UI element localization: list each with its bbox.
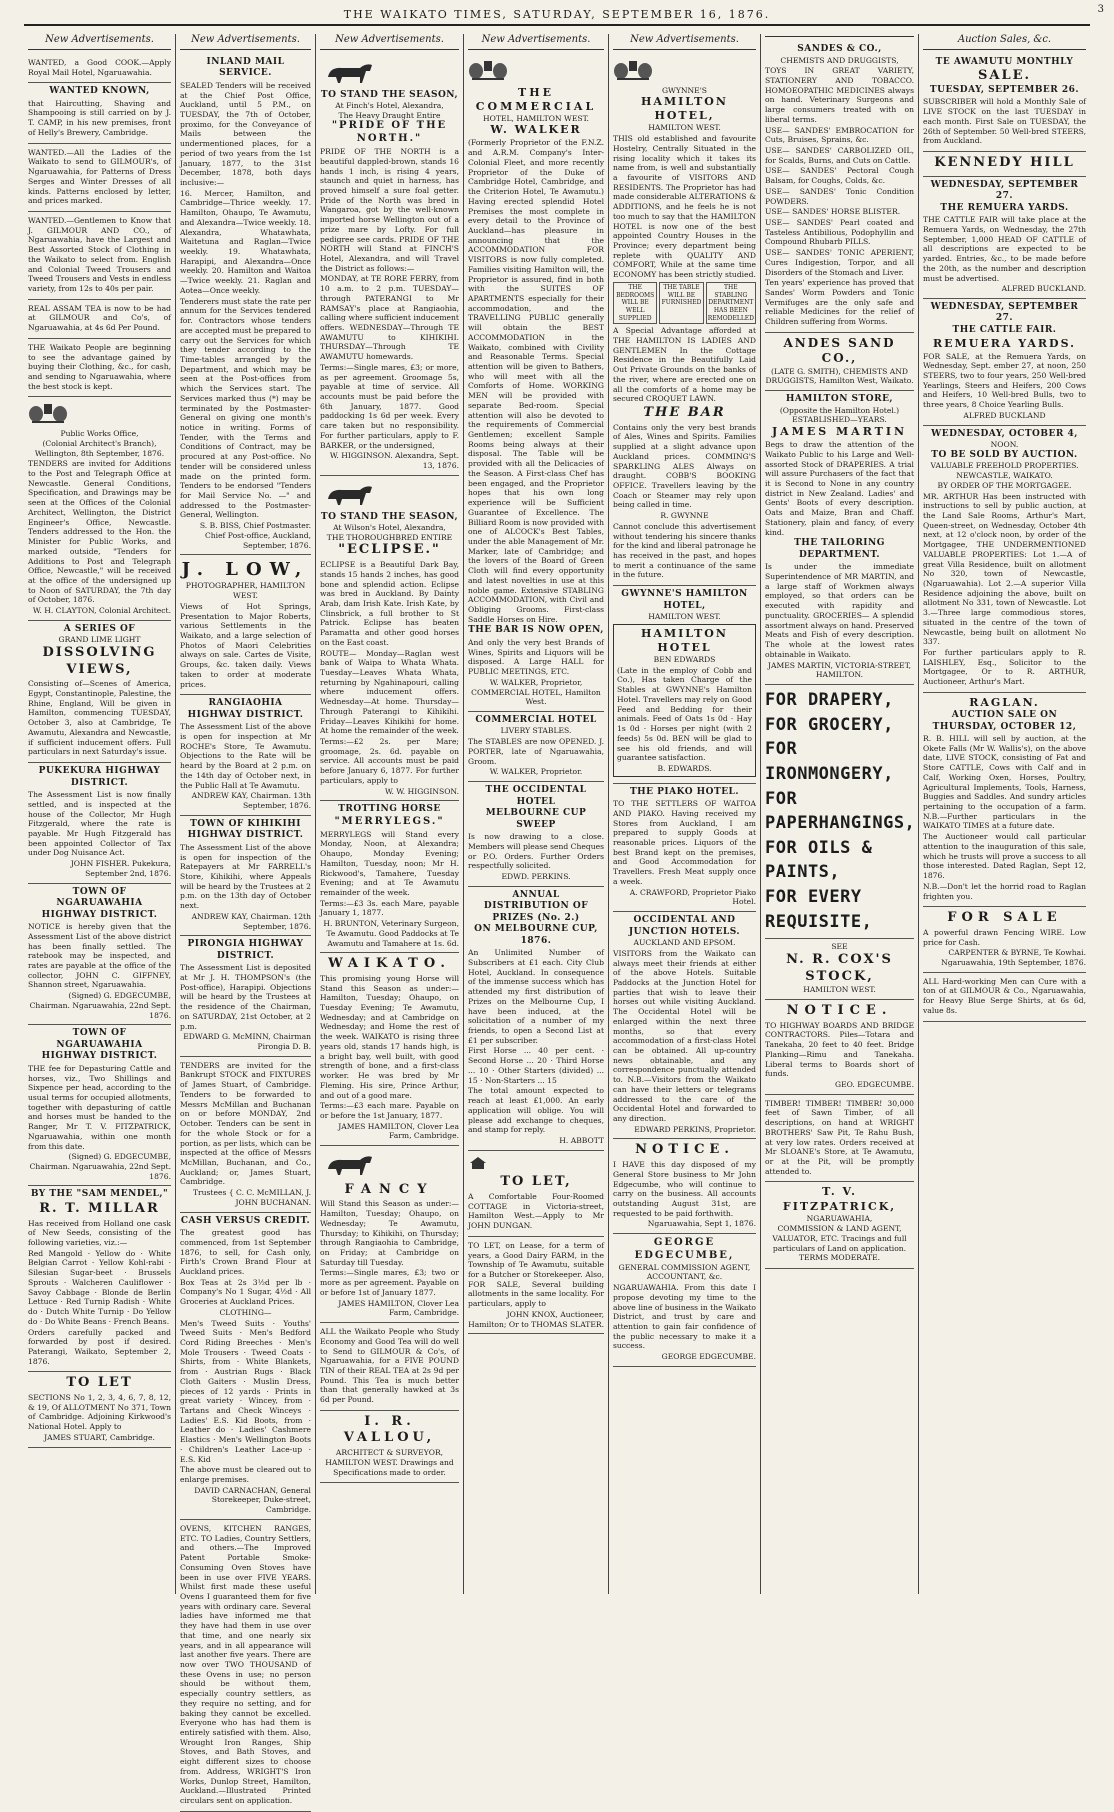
column-2 (176, 34, 316, 1806)
ad-title: "ECLIPSE." (338, 542, 441, 558)
ad-title: FOR SALE (947, 910, 1062, 926)
ad-gilmour-tea (320, 1323, 459, 1411)
ad-text: WANTED.—All the Ladies of the Waikato to send to GILMOUR's, of Ngaruawahia, for Patterns of Dress Serges and Winter Dresses of all kinds. Patterns enclosed by letter, and prices marked. (28, 147, 171, 206)
ad-signature: R. GWYNNE (660, 511, 709, 521)
grid-cell: THE BEDROOMS WILL BE WELL SUPPLIED (613, 282, 657, 324)
ad-text: THE CATTLE FAIR will take place at the Remuera Yards, on Wednesday, the 27th September, 1,000 HEAD OF CATTLE of all descriptions are expected to be yarded. Entries, &c., to be made before the 20th, as the number and description must be advertised. (923, 215, 1086, 283)
ad-text: SEALED Tenders will be received at the Chief Post Office, Auckland, until 5 P.M., on TUESDAY, the 7th of October, proximo, for the Conveyance of Mails between the undermentioned places, for a period of two years from the 1st January, 1877, to the 31st December, 1878, both days inclusive:— (180, 80, 311, 188)
ad-title: NOTICE. (635, 1142, 734, 1158)
ad-subheading: (Colonial Architect's Branch), Wellington, 8th September, 1876. (34, 438, 165, 458)
ad-signature: EDWARD PERKINS, Proprietor. (634, 1124, 756, 1134)
ad-subheading: MELBOURNE CUP SWEEP (485, 808, 587, 830)
ad-gwynnes-repeat (613, 586, 756, 784)
ad-signature: B. EDWARDS. (657, 763, 712, 773)
ad-melbourne-cup-sweep (468, 782, 604, 887)
ad-signature: W. WALKER, Proprietor, COMMERCIAL HOTEL, Hamilton West. (471, 677, 601, 707)
ad-text: SUBSCRIBER will hold a Monthly Sale of LIVE STOCK on the last TUESDAY in each month. First Sale on TUESDAY, the 26th of September. 50 Well-bred STEERS, from Auckland. (923, 97, 1086, 146)
ad-title: GEORGE EDGECUMBE, (634, 1237, 735, 1261)
ad-heading: PUKEKURA HIGHWAY DISTRICT. (38, 766, 161, 788)
ad-subheading: HAMILTON WEST. (648, 612, 721, 622)
ad-text: This promising young Horse will Stand this Season as under:—Hamilton, Tuesday; Ohaupo, on Tuesday Evening; Te Awamutu, Wednesday; and at Cambridge on Wednesday; and Home the rest of the week. WAIKATO is rising three years old, stands 17 hands high, is a bright bay, well built, with good strength of bone, and a first-class worker. He was bred by Mr Fleming. His sire, Prince Arthur, and out of a good mare. (320, 973, 459, 1100)
ad-title: NOTICE. (786, 1003, 893, 1019)
ad-text: An Unlimited Number of Subscribers at £1 each. City Club Hotel, Auckland. In consequence of the immense success which has attended my first distribution of Prizes on the Melbourne Cup, I have been induced, at the solicitation of a number of my friends, to open a Second List at £1 per subscriber. (468, 948, 604, 1045)
ad-heading: THE TAILORING DEPARTMENT. (794, 538, 885, 560)
ad-title: SALE. (977, 68, 1032, 84)
ad-gentlemen-gilmour (28, 212, 171, 300)
ad-subheading: GENERAL COMMISSION AGENT, ACCOUNTANT, &c. (618, 1262, 751, 1282)
ad-text: Ten years' experience has proved that Sandes' Worm Powders and Tonic Vermifuges are the only safe and reliable Medicines for the relief of Children suffering from Worms. (765, 278, 914, 327)
ad-title: DISSOLVING VIEWS, (42, 645, 157, 677)
ad-ladies-gilmour (28, 144, 171, 212)
ad-text: Begs to draw the attention of the Waikato Public to his Large and Well-assorted Stock of DRAPERIES. A trial will assure Purchasers of the fact that it is Second to None in any country district in New Zealand. Ladies' and Gents' Boots of every description. Oats and Maize, Bran and Chaff. Stationery, plain and fancy, of every kind. (765, 440, 914, 537)
ad-heading: TE AWAMUTU MONTHLY (935, 56, 1074, 67)
ad-j-low-photographer (180, 555, 311, 695)
ad-rangiaohia (180, 695, 311, 816)
ad-public-works (28, 397, 171, 620)
ad-terms: Terms:—Single mares, £3; two or more as per agreement. Payable on or before 1st of January 1877. (320, 1268, 459, 1297)
ad-subheading: PHOTOGRAPHER, HAMILTON WEST. (185, 581, 306, 601)
ad-terms: Terms:—£3 each mare. Payable on or before the 1st January, 1877. (320, 1101, 459, 1120)
ad-title: KENNEDY HILL (934, 155, 1075, 171)
ad-signature: GEORGE EDGECUMBE. (661, 1352, 756, 1362)
ad-freehold-properties (923, 426, 1086, 693)
page-number: 3 (1097, 4, 1104, 15)
ad-signature: W. WALKER, Proprietor. (489, 767, 583, 777)
ad-heading: GWYNNE'S HAMILTON HOTEL, (621, 589, 748, 611)
ad-heading: TOWN OF NGARUAWAHIA HIGHWAY DISTRICT. (41, 886, 158, 920)
ad-annual-distribution (468, 887, 604, 1151)
ad-haircutting (28, 83, 171, 143)
ad-text: THE fee for Depasturing Cattle and horses, viz., Two Shillings and Sixpence per head, according to the usual terms for occupied allotments, together with depasturing of cattle and horses must be handed to the Ranger, Mr T. V. FITZPATRICK, Ngaruawahia, within one month from this date. (28, 1063, 171, 1151)
ad-to-let-farm (468, 1237, 604, 1334)
ad-text: The greatest good has commenced, from 1st September 1876, to sell, for Cash only, Firth's Crown Brand Flour at Auckland prices. (180, 1228, 311, 1276)
ad-text: The STABLES are now OPENED. J. PORTER, late of Ngaruawahia, Groom. (468, 737, 604, 766)
ad-signature: H. ABBOTT (559, 1135, 604, 1145)
ad-eclipse (320, 476, 459, 802)
ad-assam-tea (28, 300, 171, 339)
ad-text: Cannot conclude this advertisement without tendering his sincere thanks for the kind and liberal patronage he has received in the past, and hopes to merit a continuance of the same in the future. (613, 521, 756, 580)
ad-kennedy-hill (923, 152, 1086, 177)
column-5 (609, 34, 761, 1594)
mail-routes: 16. Mercer, Hamilton, and Cambridge—Thrice weekly. 17. Hamilton, Ohaupo, Te Awamutu, and Alexandra—Twice weekly. 18. Alexandra, Whatawhata, Waitetuna and Raglan—Twice weekly. 19. Whatawhata, Harapipi, and Alexandra—Once weekly. 20. Hamilton and Waitoa—Twice weekly. 21. Raglan and Aotea—Once weekly. (180, 188, 311, 295)
ad-signature: JOHN KNOX, Auctioneer, Hamilton; Or to THOMAS SLATER. (468, 1309, 604, 1329)
ad-text: MERRYLEGS will Stand every Monday, Noon, at Alexandra; Ohaupo, Monday Evening; Hamilton, Tuesday, noon; Mr H. Rickwood's, Tamahere, Tuesday Evening; and at Te Awamutu remainder of the week. (320, 829, 459, 897)
ad-text: Tenderers must state the rate per annum for the Services tendered for. Contractors whose tenders are accepted must be prepared to carry out the Services for which they tender according to the Time-tables arranged by the Department, and which may be seen at the Post-offices from which the Services start. The Services marked thus (*) may be terminated by the Postmaster-General on giving one month's notice in writing. Forms of Tender, with the Terms and Conditions of Contract, may be procured at any Post-office. No tender will be considered unless made on the printed form. Tenders to be endorsed "Tenders for Mail Service No. —" and addressed to the Postmaster-General, Wellington. (180, 296, 311, 520)
clothing-list: Men's Tweed Suits · Youths' Tweed Suits · Men's Bedford Cord Riding Breeches · Men's Mole Trousers · Tweed Coats · Shirts, from · White Blankets, from · Austrian Rugs · Black Cloth Gaiters · Muslin Dress, pieces of 12 yards · Prints in great variety · Wincey, from · Tartans and Check Winceys · Ladies' E.S. Kid Boots, from · Leather do · Ladies' Cashmere Elastics · Men's Wellington Boots · Children's Leather Lace-up · E.S. Kid (180, 1318, 311, 1464)
ad-signature: A. CRAWFORD, Proprietor Piako Hotel. (629, 887, 756, 907)
horse-icon (320, 1151, 380, 1177)
ad-remuera-cattle-fair (923, 177, 1086, 299)
ad-title: "PRIDE OF THE NORTH." (331, 120, 448, 145)
use-item: USE— SANDES' Pearl coated and Tasteless Antibilious, Podophyllin and Compound Rhubarb PILLS. (765, 218, 914, 247)
ad-merrylegs (320, 801, 459, 953)
ad-livery-stables (468, 712, 604, 782)
ad-date: WEDNESDAY, OCTOBER 4, (931, 428, 1078, 439)
ad-heading: Public Works Office, (60, 429, 139, 439)
list-item: FOR OILS & PAINTS, (765, 837, 873, 883)
ad-heading: THE BAR IS NOW OPEN, (468, 625, 604, 636)
column-header: New Advertisements. (28, 34, 171, 50)
ad-text: The Assessment List of the above is open for inspection at Mr ROCHE's Store, Te Awamutu. Objections to the Rate will be heard by the Board at 2 p.m. on the 14th day of October next, in the Public Hall at Te Awamutu. (180, 722, 311, 790)
ad-subheading: NGARUAWAHIA, (806, 1213, 873, 1223)
ad-terms: Terms:—£3 3s. each Mare, payable January 1, 1877. (320, 898, 459, 918)
royal-crest-icon (613, 59, 653, 81)
use-item: USE— SANDES' CARBOLIZED OIL, for Scalds, Burns, and Cuts on Cattle. (765, 145, 914, 165)
ad-raglan-auction (923, 693, 1086, 907)
ad-text: THE Waikato People are beginning to see the advantage gained by buying their Clothing, &c., for cash, and sending to Ngaruawahia, where the best stock is kept. (28, 342, 171, 391)
ad-text: ARCHITECT & SURVEYOR, HAMILTON WEST. Drawings and Specifications made to order. (325, 1448, 454, 1477)
ad-text: MR. ARTHUR Has been instructed with instructions to sell by public auction, at the Land Sale Rooms, Arthur's Mart, Queen-street, on Wednesday, October 4th next, at 12 o'clock noon, by order of the Mortgagee, THE UNDERMENTIONED VALUABLE PROPERTIES: Lot 1.—A of great Villa Residence, built on allotment No 320, town of Newcastle, (Ngaruawahia). Lot 2.—A superior Villa Residence adjoining the above, built on allotment No 331, town of Newcastle. Lot 3.—Three large commodious stores, situated in the centre of the town of Newcastle, being built on allotment No 337. (923, 491, 1086, 647)
ad-text: TOYS IN GREAT VARIETY, STATIONERY AND TOBACCO. HOMOEOPATHIC MEDICINES always on hand. Veterinary Surgeons and large consumers treated with on liberal terms. (765, 66, 914, 124)
house-icon (468, 1156, 488, 1170)
ad-signature: JAMES MARTIN, VICTORIA-STREET, HAMILTON. (767, 660, 912, 680)
ad-text: OVENS, KITCHEN RANGES, ETC. TO Ladies, Country Settlers, and others.—The Improved Patent Portable Smoke-Consuming Oven Stoves have been in use over FIVE YEARS. Whilst first made these useful Ovens I guaranteed them for five years with ordinary care. Several ladies have informed me that they have had them in use over that time, and one nearly six years, and in all appearance will last another five years. There are now over TWO THOUSAND of these Ovens in use; no person should be without them, especially country settlers, as they require no setting, and for baking they cannot be excelled. Everyone who has had them is entirely satisfied with them. Also, Wrought Iron Ranges, Ship Stoves, and Bath Stoves, and eight different sizes to choose from. Address, WRIGHT'S Iron Works, Dunlop Street, Hamilton, Auckland.—Illustrated Printed circulars sent on application. (180, 1523, 311, 1806)
ad-signature: W. H. CLAYTON, Colonial Architect. (32, 606, 171, 616)
list-item: FOR IRONMONGERY, (765, 739, 894, 784)
ad-heading: TO BE SOLD BY AUCTION. (931, 449, 1078, 460)
ad-terms: Terms:—Single mares, £3; or more, as per agreement. Groomage 5s, payable at time of service. All accounts must be paid before the 6th January, 1877. Good paddocking 1s 6d per week. Every care taken but no responsibility. For further particulars, apply to F. BARKER, or the undersigned, (320, 362, 459, 450)
ad-subheading: CLOTHING— (219, 1307, 272, 1317)
ad-text: And only the very best Brands of Wines, Spirits and Liquors will be disposed. A Large HALL for PUBLIC MEETINGS, ETC. (468, 637, 604, 677)
ad-signature: S. B. BISS, Chief Postmaster. Chief Post-office, Auckland, September, 1876. (199, 521, 311, 550)
ad-subheading: At Wilson's Hotel, Alexandra, (333, 523, 446, 533)
ad-heading: HAMILTON STORE, (785, 394, 894, 405)
ad-text: Views of Hot Springs, Presentation to Major Roberts, various Settlements in the Waikato, and a large selection of Photos of Maori Celebrities always on sale. Cartes de Visite, Groups, &c. taken daily. Views taken to order at moderate prices. (180, 601, 311, 689)
ad-signature: JOHN FISHER. Pukekura, September 2nd, 1876. (70, 859, 171, 878)
ad-fancy (320, 1146, 459, 1323)
ad-text: ECLIPSE is a Beautiful Dark Bay, stands 15 hands 2 inches, has good bone and splendid action. Eclipse was bred in Auckland. By Dainty Arab, dam Irish Kate. Irish Kate, by Clinsbrick, a full brother to St Patrick. Eclipse has beaten Paramatta and other good horses on the East coast. (320, 560, 459, 647)
price-list: Box Teas at 2s 3½d per lb · Company's No 1 Sugar, 4½d · All Groceries at Auckland Prices. (180, 1277, 311, 1307)
ad-signature: EDWARD G. McMINN, Chairman Pirongia D. B. (183, 1032, 311, 1052)
ad-title: R. T. MILLAR (39, 1200, 160, 1216)
ad-text: Is now drawing to a close. Members will please send Cheques or P.O. Orders. Further Orders respectfully solicited. (468, 832, 604, 871)
ad-pride-of-the-north (320, 54, 459, 476)
ad-subheading: HOTEL, HAMILTON WEST. (483, 113, 589, 123)
ad-text: (Late in the employ of Cobb and Co.), Has taken Charge of the Stables at GWYNNE's Hamilton Hotel. Travellers may rely on Good Feed and Bedding for their animals. Feed of Oats 1s 0d · Hay 1s 0d · Horses per night (with 2 feeds) 5s 0d. BEN will be glad to see his old friends, and will guarantee satisfaction. (617, 665, 752, 763)
prize-list: First Horse ... 40 per cent. · Second Horse ... 20 · Third Horse ... 10 · Other Starters (divided) ... 15 · Non-Starters ... 15 (468, 1046, 604, 1085)
ad-text: Has received from Holland one cask of New Seeds, consisting of the following varieties, viz.:— (28, 1218, 171, 1248)
ad-text: NOTICE is hereby given that the Assessment List of the above district has been finally settled. The ratebook may be inspected, and rates are payable at the office of the collector, JOHN C. GIFFNEY, Shannon street, Ngaruawahia. (28, 922, 171, 990)
ad-signature: GEO. EDGECUMBE. (835, 1079, 914, 1089)
ad-title: RAGLAN. (969, 695, 1040, 709)
royal-crest-icon (28, 402, 68, 424)
ad-subheading: GRAND LIME LIGHT (58, 635, 141, 645)
ad-title: HAMILTON HOTEL (641, 626, 728, 654)
ad-text: The Auctioneer would call particular attention to the inauguration of this sale, which he trusts will prove a success to all those interested. Dated Raglan, Sept 12, 1876. (923, 832, 1086, 881)
ad-text: FOR SALE, at the Remuera Yards, on Wednesday, Sept. ember 27, at noon, 250 STEERS, two to four years, 250 Well-bred Yearlings, Steers and Heifers, 200 Cows and Heifers, 10 Well-bred Bulls, two to three years, 8 Choice Yearling Bulls. (923, 351, 1086, 410)
ad-signature: W. HIGGINSON. Alexandra, Sept. 13, 1876. (329, 451, 459, 471)
ad-text: I HAVE this day disposed of my General Store business to Mr John Edgecumbe, who will continue to carry on the business. All accounts outstanding August 31st, are requested to be paid forthwith. (613, 1160, 756, 1218)
ad-text: PRIDE OF THE NORTH is a beautiful dappled-brown, stands 16 hands 1 inch, is rising 4 years, staunch and quiet in harness, has proved himself a sure foal getter. Pride of the North was bred in Wangaroa, got by the well-known imported horse Wellington out of a prize mare by Lofty. For full pedigree see cards. PRIDE OF THE NORTH will Stand at FINCH'S Hotel, Alexandra, and will Travel the District as follows:— (320, 147, 459, 273)
ad-subheading: (Opposite the Hamilton Hotel.) ESTABLISHED—YEARS. (779, 405, 900, 425)
ad-subheading: AUCKLAND AND EPSOM. (633, 938, 736, 948)
ad-heading: TO STAND THE SEASON, (320, 89, 459, 100)
ad-andes-sand (765, 333, 914, 391)
ad-name: BEN EDWARDS (653, 655, 716, 665)
column-header: New Advertisements. (613, 34, 756, 50)
ad-cox-stock (765, 939, 914, 1000)
ad-heading: SANDES & CO., (797, 44, 882, 54)
royal-crest-icon (468, 59, 508, 81)
ad-text: VISITORS from the Waikato can always meet their friends at either of the above Hotels. Suitable Paddocks at the Junction Hotel for parties that wish to leave their horses out while visiting Auckland. The Occidental Hotel will be enlarged within the next three months, so that every accommodation of a first-class Hotel can be obtained. All up-country news obtainable, and any correspondence punctually attended to. N.B.—Visitors from the Waikato can have their letters or telegrams addressed to the care of the Occidental Hotel and forwarded to any direction. (613, 948, 756, 1124)
ad-title: "MERRYLEGS." (334, 815, 445, 827)
masthead: THE WAIKATO TIMES, SATURDAY, SEPTEMBER 16, 1876. (24, 8, 1090, 26)
ad-heading: PIRONGIA HIGHWAY DISTRICT. (187, 939, 304, 961)
ad-te-awamutu-sale (923, 54, 1086, 152)
route-list: MONDAY, at TE RORE FERRY, from 10 a.m. to 2 p.m. TUESDAY—through PATERANGI to Mr RAMSAY's place at Rangiaohia, calling where sufficient inducement offers. WEDNESDAY—Through TE AWAMUTU to KIHIKIHI. THURSDAY—Through TE AWAMUTU homewards. (320, 274, 459, 362)
ad-sam-mendel (28, 1186, 171, 1372)
ad-text: The Assessment List of the above is open for inspection of the Ratepayers at Mr FARRELL's Store, Kihikihi, where Appeals will be heard by the Trustees at 2 p.m. on the 13th day of October next. (180, 842, 311, 911)
column-header: New Advertisements. (320, 34, 459, 50)
ad-title: J. LOW, (181, 559, 310, 581)
ad-waikato-horse (320, 953, 459, 1146)
ad-heading: INLAND MAIL SERVICE. (206, 56, 285, 79)
ad-pirongia (180, 936, 311, 1057)
ad-date: AUCTION SALE ON THURSDAY, OCTOBER 12, (932, 709, 1077, 732)
ad-subheading: At Finch's Hotel, Alexandra, (335, 101, 444, 111)
ad-text: The Assessment List is deposited at Mr J. H. THOMPSON's (the Post-office), Harapipi. Objections will be heard by the Trustees at the residence of the Chairman, on SATURDAY, 21st October, at 2 p.m. (180, 963, 311, 1031)
ad-signature: Trustees { C. C. McMILLAN, J. JOHN BUCHANAN. (192, 1188, 311, 1207)
ad-notice-store (613, 1139, 756, 1234)
ad-heading: TO STAND THE SEASON, (320, 511, 459, 522)
ad-date: WEDNESDAY, SEPTEMBER 27. (930, 301, 1079, 324)
ad-subheading: ON MELBOURNE CUP, 1876. (474, 924, 598, 946)
ad-signature: EDWD. PERKINS. (501, 872, 571, 881)
ad-heading: WANTED KNOWN, (49, 86, 150, 97)
ad-text: A Comfortable Four-Roomed COTTAGE in Victoria-street, Hamilton West.—Apply to Mr JOHN DUNGAN. (468, 1192, 604, 1231)
ad-title: WAIKATO. (328, 956, 451, 972)
ad-text: Orders carefully packed and forwarded by post if desired. Paterangi, Waikato, September 2, 1876. (28, 1327, 171, 1366)
ad-heading: COMMERCIAL HOTEL (475, 714, 597, 725)
ad-text: that Haircutting, Shaving and Shampooing is still carried on by J. T. CAMP, in his new premises, front of Helly's Brewery, Cambridge. (28, 98, 171, 137)
ad-heading: TROTTING HORSE (338, 804, 441, 815)
ad-subheading: VALUABLE FREEHOLD PROPERTIES. NEWCASTLE, WAIKATO. (930, 461, 1079, 481)
ad-cox-stock-list (765, 685, 914, 939)
ad-text: Will Stand this Season as under:—Hamilton, Tuesday; Ohaupo, on Wednesday; Te Awamutu, Thursday; to Kihikihi, on Thursday; through Rangiaohia to Cambridge, on Friday; at Cambridge on Saturday till Tuesday. (320, 1199, 459, 1267)
ad-text: TIMBER! TIMBER! TIMBER! 30,000 feet of Sawn Timber, of all descriptions, on hand at WRIGHT BROTHERS' Saw Pit, Te Rahu Bush, at very low rates. Orders received at Mr SLOANE's Store, at Te Awamutu, or at the Pit, will be promptly attended to. (765, 1098, 914, 1176)
ad-subheading: HAMILTON WEST. (803, 985, 876, 995)
ad-text: (Formerly Proprietor of the F.N.Z. and A.R.M. Company's Inter-Colonial Fleet, and more recently Proprietor of the Duke of Cambridge Hotel, Cambridge, and the Criterion Hotel, Te Awamutu.) Having erected splendid Hotel Premises the most complete in every detail to the Province of Auckland—has pleasure in announcing that the ACCOMMODATION FOR VISITORS is now fully completed. Families visiting Hamilton will, the Proprietor is assured, find in both with the SUITES OF APARTMENTS especially for their accommodation, and the TRAVELLING PUBLIC generally will obtain the BEST ACCOMMODATION in the Waikato, combined with Civility and Reasonable Terms. Special attention will be given to Bathers, who will meet with all the Comforts of Home. WORKING MEN will be provided with separate Bed-room. Special attention will also be devoted to the requirements of Commercial Gentlemen; excellent Sample Rooms being always at their disposal. The Table will be provided with all the Delicacies of the Season. A First-class Chef has been engaged, and the Proprietor hopes that his own long experience will be Sufficient Guarantee of Excellence. The Billiard Room is now provided with one of ALCOCK's Best Tables, under the able Management of Mr. Marker, late of Cambridge; and the lovers of the Board of Green Cloth will find every opportunity and latest novelties in use at this noble game. Extensive STABLING ACCOMMODATION, with Civil and Obliging Grooms. First-class Saddle Horses on Hire. (468, 138, 604, 624)
ad-terms: Terms:—£2 2s. per Mare; groomage, 2s. 6d. payable on service. All accounts must be paid before January 6, 1877. For further particulars, apply to (320, 737, 459, 785)
ad-kihikihi (180, 816, 311, 937)
ad-text: THIS old established and favourite Hostelry, Centrally Situated in the rising locality which it takes its name from, is well and substantially a favourite of VISITORS AND RESIDENTS. The Proprietor has had made considerable ALTERATIONS & ADDITIONS, and he feels he is not too much to say that the HAMILTON HOTEL is now one of the best appointed Country Houses in the Province; every department being replete with QUALITY AND COMFORT, While at the same time ECONOMY has been strictly studied. (613, 134, 756, 280)
ad-title: THE BAR (643, 405, 726, 420)
ad-bankrupt-stock (180, 1057, 311, 1213)
list-item: FOR GROCERY, (765, 714, 894, 735)
ad-text: The above must be cleared out to enlarge premises. (180, 1465, 311, 1485)
ad-heading: TOWN OF KIHIKIHI HIGHWAY DISTRICT. (187, 818, 304, 841)
ad-subheading: NOON. (990, 440, 1019, 450)
use-item: USE— SANDES' TONIC APERIENT, Cures Indigestion, Torpor, and all Disorders of the Stomach and Liver. (765, 248, 914, 277)
ad-heading: BY THE "SAM MENDEL," (30, 1189, 169, 1200)
ad-commercial-hotel (468, 54, 604, 712)
ad-signature: W. W. HIGGINSON. (384, 786, 459, 796)
ad-signature: JAMES HAMILTON, Clover Lea Farm, Cambridge. (338, 1298, 459, 1318)
ad-date: TUESDAY, SEPTEMBER 26. (929, 84, 1080, 95)
ad-pukekura (28, 763, 171, 884)
ad-title: T. V. FITZPATRICK, (782, 1185, 897, 1213)
ad-text: R. B. HILL will sell by auction, at the Okete Falls (Mr W. Wallis's), on the above date, LIVE STOCK, consisting of Fat and Store CATTLE, Cows with Calf and in Calf, Working Oxen, Horses, Poultry, Agricultural Implements, Tools, Harness, Buggies and Saddles. And sundry articles pertaining to the occupation of a farm. N.B.—Further particulars in the WAIKATO TIMES at a future date. (923, 734, 1086, 831)
ad-title: REMUERA YARDS. (933, 336, 1076, 350)
ad-text: The Assessment List is now finally settled, and is inspected at the house of the Collector, Mr Hugh Fitzgerald, where the rate is payable. Mr Hugh Fitzgerald has been appointed Collector of Tax under Dog Nuisance Act. (28, 790, 171, 858)
column-7 (919, 34, 1090, 1594)
column-header (765, 34, 914, 37)
ad-to-let-cottage (468, 1151, 604, 1237)
ad-subheading: HAMILTON WEST. (648, 123, 721, 133)
ad-heading: OCCIDENTAL AND JUNCTION HOTELS. (628, 915, 741, 937)
ad-text: The total amount expected to reach at least £1,000. An early application will oblige. You will please add exchange to cheques, and stamp for reply. (468, 1086, 604, 1135)
ad-text: Contains only the very best brands of Ales, Wines and Spirits. Families supplied at a slight advance upon Auckland prices. COMMING'S SPARKLING ALES Always on draught. COBB'S BOOKING OFFICE. Travellers leaving by the Coach or Steamer may rely upon being called in time. (613, 422, 756, 510)
ad-heading: THE OCCIDENTAL HOTEL (485, 785, 587, 807)
grid-cell: THE TABLE WILL BE FURNISHED (659, 282, 703, 324)
ad-signature: ANDREW KAY, Chairman. 12th September, 1876. (191, 911, 311, 931)
use-item: USE— SANDES' Pectoral Cough Balsam, for Coughs, Colds, &c. (765, 166, 914, 186)
ad-text: TENDERS are invited for the Bankrupt STOCK and FIXTURES of James Stuart, of Cambridge. Tenders to be forwarded to Messrs McMillan and Buchanan on or before MONDAY, 2nd October. Tenders can be sent in for the whole Stock or for a portion, as per lists, which can be inspected at the office of Messrs McMillan, Buchanan, and Co., Auckland; or, James Stuart, Cambridge. (180, 1060, 311, 1187)
stable-notice-box (613, 624, 756, 777)
route-list: ROUTE— Monday—Raglan west bank of Waipa to Whata Whata. Tuesday—Leaves Whata Whata, returning by Ngahinapouri, calling where inducement offers. Wednesday—At home. Thursday—Through Paterangi to Kihikihi. Friday—Leaves Kihikihi for home. At home the remainder of the week. (320, 648, 459, 736)
ad-subheading: BY ORDER OF THE MORTGAGEE. (937, 480, 1072, 490)
ad-george-edgecumbe (613, 1234, 756, 1367)
column-1 (24, 34, 176, 1594)
ad-cattle-fair-sale (923, 299, 1086, 426)
ad-title: FANCY (344, 1181, 435, 1197)
ad-vallou-architect (320, 1411, 459, 1483)
column-4 (464, 34, 609, 1594)
ad-occidental-junction (613, 912, 756, 1139)
ad-text: Consisting of—Scenes of America, Egypt, Constantinople, Palestine, the Rhine, England, Will be given in Hamilton, commencing TUESDAY, October 3, also at Cambridge, Te Awamutu, Alexandra and Newcastle, if sufficient inducement offers. Full particulars in next Saturday's issue. (28, 679, 171, 757)
ad-text: A powerful drawn Fencing WIRE. Low price for Cash. (923, 927, 1086, 947)
ad-title: TO LET (66, 1375, 133, 1391)
list-item: FOR DRAPERY, (765, 689, 894, 710)
ad-ngaruawahia-highway-2 (28, 1025, 171, 1186)
ad-heading: THE PIAKO HOTEL. (629, 786, 740, 797)
seed-list: Red Mangold · Yellow do · White Belgian Carrot · Yellow Kohl-rabi · Silesian Sugar-beet · Brussels Sprouts · Walcheren Cauliflower · Savoy Cabbage · Blonde de Berlin Lettuce · Red Turnip Radish · White do · Dutch White Turnip · Do Yellow do · Do White Beans · French Beans. (28, 1248, 171, 1326)
ad-title: TO LET, (500, 1174, 572, 1190)
draught-horse-icon (320, 59, 380, 85)
hotel-features-grid (613, 282, 756, 324)
ad-title: JAMES MARTIN (771, 425, 908, 439)
ad-ngaruawahia-highway-1 (28, 884, 171, 1026)
ad-text: TO LET, on Lease, for a term of years, a Good Dairy FARM, in the Township of Te Awamutu, suitable for a Butcher or Storekeeper. Also, FOR SALE, Several building allotments in the same locality. For particulars, apply to (468, 1240, 604, 1309)
column-header: Auction Sales, &c. (923, 34, 1086, 50)
ad-subheading: SEE (831, 942, 848, 952)
ad-subheading: (LATE G. SMITH), CHEMISTS AND DRUGGISTS, Hamilton West, Waikato. (765, 366, 914, 386)
ad-text: REAL ASSAM TEA is now to be had at GILMOUR and Co's, of Ngaruawahia, at 4s 6d Per Pound. (28, 303, 171, 333)
ad-text: TO THE SETTLERS OF WAITOA AND PIAKO. Having received my Stores from Auckland, I am prepared to supply Goods at reasonable prices. Liquors of the best Brand kept on the premises, and Good Accommodation for Travellers. Fresh Meat supply once a week. (613, 799, 756, 886)
ad-text: N.B.—Don't let the horrid road to Raglan frighten you. (923, 881, 1086, 901)
ad-timber (765, 1095, 914, 1183)
ad-signature: (Signed) G. EDGECUMBE, Chairman. Ngaruawahia, 22nd Sept. 1876. (29, 991, 171, 1020)
ad-title: I. R. VALLOU, (343, 1413, 436, 1446)
ad-notice-highway-boards (765, 1000, 914, 1095)
ad-signature: JAMES STUART, Cambridge. (44, 1432, 155, 1442)
ad-text: SECTIONS No 1, 2, 3, 4, 6, 7, 8, 12, & 19, Of ALLOTMENT No 371, Town of Cambridge. Adjoining Kirkwood's National Hotel. Apply to (28, 1393, 171, 1432)
ad-text: NGARUAWAHIA. From this date I propose devoting my time to the above line of business in the Waikato District, and trust by care and attention to gain fair confidence of the public necessary to make it a success. (613, 1283, 756, 1351)
ad-to-let-sections (28, 1372, 171, 1447)
ad-date: WEDNESDAY, SEPTEMBER 27. (930, 179, 1079, 202)
ad-heading: TOWN OF NGARUAWAHIA HIGHWAY DISTRICT. (41, 1028, 158, 1062)
column-header: New Advertisements. (468, 34, 604, 50)
horse-icon (320, 481, 380, 507)
ad-waikato-people (28, 339, 171, 398)
use-item: USE— SANDES' Tonic Condition POWDERS. (765, 186, 914, 206)
ad-text: WANTED, a Good COOK.—Apply Royal Mail Hotel, Ngaruawahia. (28, 57, 171, 77)
ad-dissolving-views (28, 621, 171, 763)
ad-title: ANDES SAND CO., (783, 335, 896, 366)
ad-subheading: THE THOROUGHBRED ENTIRE (326, 532, 453, 542)
ad-inland-mail (180, 54, 311, 556)
ad-ovens (180, 1520, 311, 1812)
column-6 (761, 34, 919, 1594)
ad-text: For further particulars apply to R. LAISHLEY, Esq., Solicitor to the Mortgagee, Or to R. ARTHUR, Auctioneer, Arthur's Mart. (923, 648, 1086, 687)
grid-cell: THE STABLING DEPARTMENT HAS BEEN REMODELLED (706, 282, 756, 324)
ad-subheading: LIVERY STABLES. (500, 726, 572, 736)
list-item: FOR EVERY REQUISITE, (765, 887, 873, 932)
ad-gwynnes-hamilton-hotel (613, 54, 756, 586)
ad-title: N. R. COX'S STOCK, (786, 952, 893, 984)
list-item: FOR PAPERHANGINGS, (765, 788, 916, 834)
column-header: New Advertisements. (180, 34, 311, 50)
ad-subheading: CHEMISTS AND DRUGGISTS, (780, 55, 899, 65)
ad-heading: THE CATTLE FAIR. (952, 325, 1057, 335)
ad-heading: RANGIAOHIA HIGHWAY DISTRICT. (187, 698, 304, 720)
ad-fitzpatrick (765, 1182, 914, 1269)
ad-signature: Ngaruawahia, Sept 1, 1876. (647, 1219, 756, 1229)
use-item: USE— SANDES' HORSE BLISTER. (765, 207, 901, 217)
ad-text: TENDERS are invited for Additions to the Post and Telegraph Office at Newcastle. General Conditions, Specification, and Drawings may be seen at the Offices of the Colonial Architect, Wellington, the District Engineer's Office, Newcastle. Tenders addressed to the Hon. the Minister for Public Works, and marked outside, "Tenders for Additions to Post and Telegraph Office, Newcastle," will be received at the office of the undersigned up to Noon of SATURDAY, the 7th day of October, 1876. (28, 459, 171, 605)
ad-heading: ANNUAL DISTRIBUTION OF PRIZES (No. 2.) (483, 889, 589, 923)
ad-text: ALL the Waikato People who Study Economy and Good Tea will do well to Send to GILMOUR & Co's, of Ngaruawahia, for a FIVE POUND TIN of their REAL TEA at 2s 9d per Pound. This Tea is much better than that generally hawked at 3s 6d per Pound. (320, 1327, 459, 1405)
ad-sandes-chemists (765, 41, 914, 333)
ad-title: THE COMMERCIAL (475, 85, 597, 113)
ad-text: COMMISSION & LAND AGENT, VALUATOR, ETC. Tracings and full particulars of Land on application. TERMS MODERATE. (772, 1224, 907, 1263)
ad-text: TO HIGHWAY BOARDS AND BRIDGE CONTRACTORS. Piles—Totara and Tanekaha, 20 feet to 40 feet. Bridge Planking—Rimu and Tanekaha. Liberal terms to Boards short of funds. (765, 1020, 914, 1079)
ad-signature: DAVID CARNACHAN, General Storekeeper, Duke-street, Cambridge. (194, 1485, 311, 1515)
ad-fencing-wire (923, 907, 1086, 973)
ad-text: ALL Hard-working Men can Cure with a ton of at GILMOUR & Co., Ngaruawahia, for Heavy Blue Serge Shirts, at 6s 6d, value 8s. (923, 976, 1086, 1015)
ad-signature: JAMES HAMILTON, Clover Lea Farm, Cambridge. (338, 1121, 459, 1141)
ad-heading: GWYNNE'S (661, 85, 707, 95)
ad-heading: A SERIES OF (63, 623, 136, 634)
ad-signature: ANDREW KAY, Chairman. 13th September, 1876. (191, 791, 311, 811)
ad-serge-shirts (923, 973, 1086, 1022)
ad-signature: H. BRUNTON, Veterinary Surgeon, Te Awamutu. Good Paddocks at Te Awamutu and Tamahere at 1s. 6d. (323, 919, 459, 948)
ad-subheading: The Heavy Draught Entire (338, 110, 441, 120)
ad-piako-hotel (613, 784, 756, 912)
ad-text: Is under the immediate Superintendence of MR MARTIN, and a large staff of Workmen always employed, so that orders can be executed with rapidity and punctuality. GROCERIES— A splendid assortment always on hand. Preserved Meats and Fish of every description. The whole at the lowest rates obtainable in Waikato. (765, 562, 914, 659)
use-item: USE— SANDES' EMBROCATION for Cuts, Bruises, Sprains, &c. (765, 125, 914, 145)
ad-name: W. WALKER (490, 123, 582, 137)
ad-cook-wanted (28, 54, 171, 83)
ad-signature: ALFRED BUCKLAND. (1001, 284, 1086, 294)
ad-heading: CASH VERSUS CREDIT. (180, 1215, 311, 1226)
ad-signature: ALFRED BUCKLAND (963, 410, 1046, 420)
ad-text: A Special Advantage afforded at THE HAMILTON IS LADIES AND GENTLEMEN In the Cottage Residence in the Beautifully Laid Out Private Grounds on the banks of the river, where are erected one on all the comforts of a home may be secured CROQUET LAWN. (613, 326, 756, 404)
column-3 (316, 34, 464, 1594)
ad-signature: CARPENTER & BYRNE, Te Kowhai. Ngaruawahia, 19th September, 1876. (941, 948, 1086, 968)
ad-text: WANTED.—Gentlemen to Know that J. GILMOUR AND CO., of Ngaruawahia, have the Largest and Best Assorted Stock of Clothing in the Waikato to select from. English and Colonial Tweed Trousers and Tweed Trousers and Vests in endless variety, from 12s to 40s per pair. (28, 215, 171, 293)
ad-hamilton-store (765, 391, 914, 685)
ad-heading: THE REMUERA YARDS. (940, 202, 1069, 213)
ad-cash-versus-credit (180, 1213, 311, 1520)
ad-signature: (Signed) G. EDGECUMBE, Chairman. Ngaruawahia, 22nd Sept. 1876. (29, 1152, 171, 1181)
ad-title: HAMILTON HOTEL, (641, 95, 728, 123)
